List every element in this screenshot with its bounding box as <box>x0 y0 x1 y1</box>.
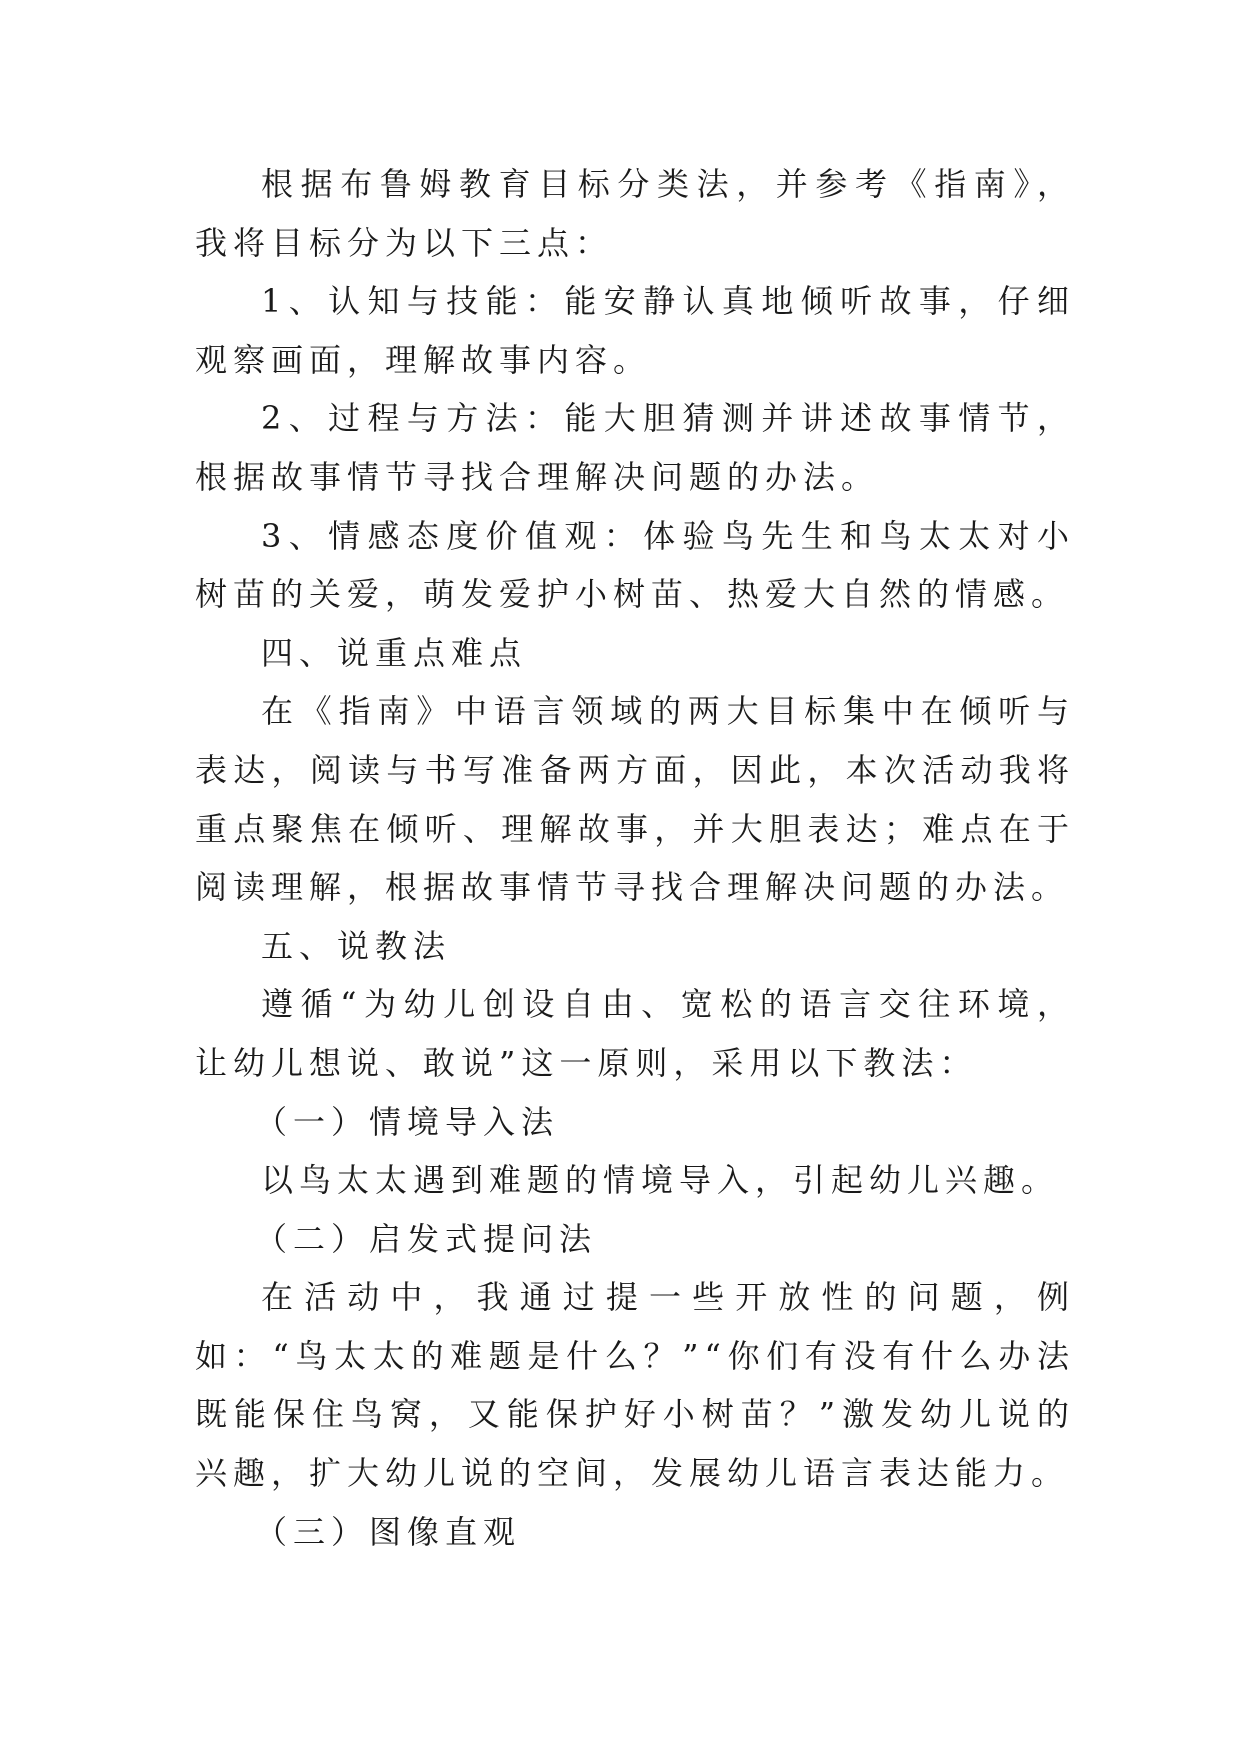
document-body <box>195 155 1075 1561</box>
subheading-situation-method: （一）情境导入法 <box>255 1102 560 1141</box>
paragraph-teaching-principle: 遵循“为幼儿创设自由、宽松的语言交往环境，让幼儿想说、敢说”这一原则，采用以下教法： <box>195 985 1075 1082</box>
paragraph-objective-process: 2、过程与方法：能大胆猜测并讲述故事情节，根据故事情节寻找合理解决问题的办法。 <box>195 399 1075 496</box>
paragraph-key-points: 在《指南》中语言领域的两大目标集中在倾听与表达，阅读与书写准备两方面，因此，本次活动我将重点聚焦在倾听、理解故事，并大胆表达；难点在于阅读理解，根据故事情节寻找合理解决问题的办法。 <box>195 692 1075 907</box>
paragraph-situation-method: 以鸟太太遇到难题的情境导入，引起幼儿兴趣。 <box>261 1161 1060 1200</box>
subheading-questioning-method: （二）启发式提问法 <box>255 1219 598 1258</box>
paragraph-objective-cognition: 1、认知与技能：能安静认真地倾听故事，仔细观察画面，理解故事内容。 <box>195 282 1075 379</box>
paragraph-objectives-intro: 根据布鲁姆教育目标分类法，并参考《指南》，我将目标分为以下三点： <box>195 165 1075 262</box>
paragraph-objective-emotion: 3、情感态度价值观：体验鸟先生和鸟太太对小树苗的关爱，萌发爱护小树苗、热爱大自然的情感。 <box>195 516 1075 614</box>
subheading-visual-method: （三）图像直观 <box>255 1512 522 1551</box>
section-heading-teaching-methods: 五、说教法 <box>261 926 452 965</box>
section-heading-key-points: 四、说重点难点 <box>261 633 528 672</box>
paragraph-questioning-method: 在活动中，我通过提一些开放性的问题，例如：“鸟太太的难题是什么？”“你们有没有什么办法既能保住鸟窝，又能保护好小树苗？”激发幼儿说的兴趣，扩大幼儿说的空间，发展幼儿语言表达能力。 <box>195 1278 1075 1493</box>
